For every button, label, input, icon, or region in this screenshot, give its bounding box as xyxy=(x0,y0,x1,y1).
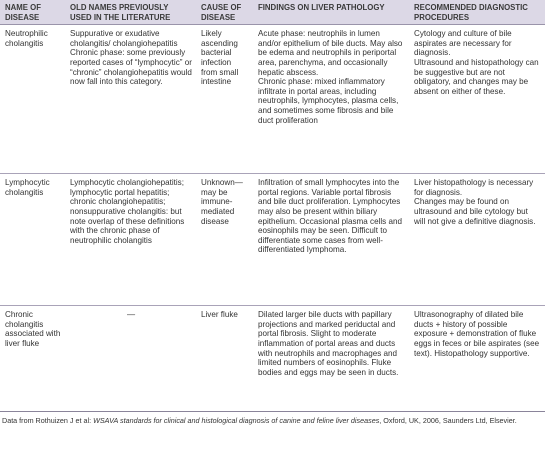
table-row xyxy=(0,174,545,306)
cell-cause: Unknown— may be immune-mediated disease xyxy=(196,174,253,306)
cell-diagnostics: Ultrasonography of dilated bile ducts + history of possible exposure + demonstration of fluke eggs in feces or bile aspirates (see text). Histopathology supportive. xyxy=(409,306,545,412)
source-prefix: Data from Rothuizen J et al: xyxy=(2,416,94,425)
source-note xyxy=(2,416,542,426)
header-old-names: OLD NAMES PREVIOUSLY USED IN THE LITERATURE xyxy=(65,0,196,25)
header-cause: CAUSE OF DISEASE xyxy=(196,0,253,25)
header-name-of-disease: NAME OF DISEASE xyxy=(0,0,65,25)
cell-name: Neutrophilic cholangitis xyxy=(0,25,65,174)
cell-diagnostics: Liver histopathology is necessary for diagnosis. Changes may be found on ultrasound and bile cytology but will not give a definitive diagnosis. xyxy=(409,174,545,306)
cell-findings: Dilated larger bile ducts with papillary projections and marked periductal and portal fibrosis. Slight to moderate inflammation of portal areas and ducts with neutrophils and macrophages and limited numbers of eosinophils. Fluke bodies and eggs may be seen in ducts. xyxy=(253,306,409,412)
cell-cause: Liver fluke xyxy=(196,306,253,412)
cell-cause: Likely ascending bacterial infection from small intestine xyxy=(196,25,253,174)
header-findings: FINDINGS ON LIVER PATHOLOGY xyxy=(253,0,409,25)
cell-name: Lymphocytic cholangitis xyxy=(0,174,65,306)
cell-old-names: Suppurative or exudative cholangitis/ cholangiohepatitis Chronic phase: some previously reported cases of “lymphocytic” or “chronic” cholangiohepatitis would now fall into this category. xyxy=(65,25,196,174)
cell-findings: Acute phase: neutrophils in lumen and/or epithelium of bile ducts. May also be edema and neutrophils in periportal area, parenchyma, and occasionally hepatic abscess. Chronic phase: mixed inflammatory infiltrate in portal areas, including neutrophils, lymphocytes, plasma cells, and sometimes some fibrosis and bile duct proliferation xyxy=(253,25,409,174)
cell-old-names: Lymphocytic cholangiohepatitis; lymphocytic portal hepatitis; chronic cholangiohepatitis; nonsuppurative cholangitis: but note overlap of these definitions with the chronic phase of neutrophilic cholangitis xyxy=(65,174,196,306)
cell-old-names: — xyxy=(65,306,196,412)
header-diagnostics: RECOMMENDED DIAGNOSTIC PROCEDURES xyxy=(409,0,545,25)
source-suffix: , Oxford, UK, 2006, Saunders Ltd, Elsevier. xyxy=(379,416,517,425)
cell-name: Chronic cholangitis associated with liver fluke xyxy=(0,306,65,412)
source-title: WSAVA standards for clinical and histological diagnosis of canine and feline liver diseases xyxy=(93,416,380,425)
table-row xyxy=(0,306,545,412)
cell-diagnostics: Cytology and culture of bile aspirates are necessary for diagnosis. Ultrasound and histopathology can be suggestive but are not obligatory, and changes may be absent on either of these. xyxy=(409,25,545,174)
cell-findings: Infiltration of small lymphocytes into the portal regions. Variable portal fibrosis and bile duct proliferation. Lymphocytes may also be present within biliary epithelium. Occasional plasma cells and eosinophils may be seen. Difficult to differentiate some cases from well-differentiated lymphoma. xyxy=(253,174,409,306)
table-row xyxy=(0,25,545,174)
header-row xyxy=(0,0,545,25)
